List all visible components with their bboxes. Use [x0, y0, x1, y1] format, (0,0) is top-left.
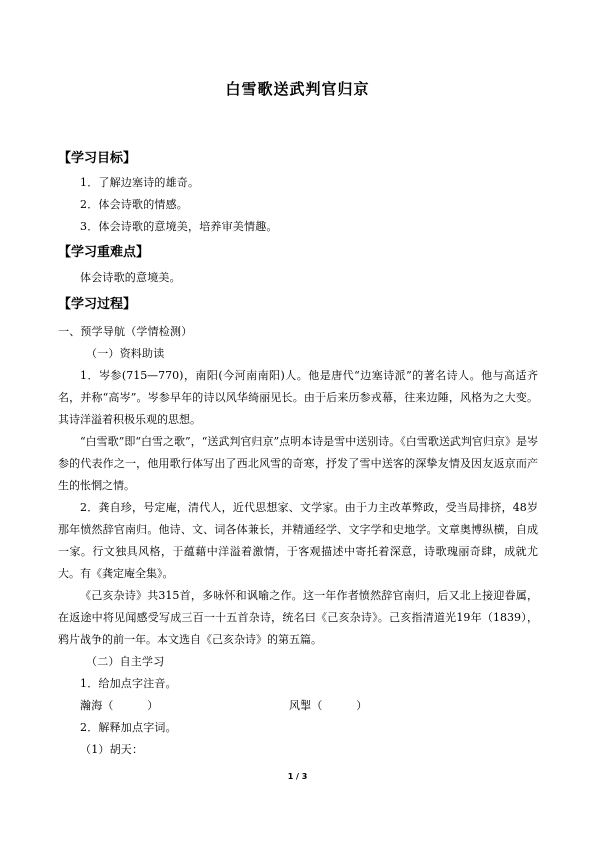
- section-heading-goals: 【学习目标】: [58, 151, 137, 166]
- section-heading-keypoints: 【学习重难点】: [58, 245, 150, 260]
- page-title: 白雪歌送武判官归京: [225, 80, 370, 98]
- goal-item-3: 3．体会诗歌的意境美，培养审美情趣。: [80, 220, 278, 233]
- subheading-self-study: （二）自主学习: [86, 655, 165, 668]
- question-2-1: （1）胡天：: [80, 743, 144, 756]
- blank-fengche: 风掣（ ）: [289, 699, 368, 712]
- goal-item-1: 1．了解边塞诗的雄奇。: [80, 176, 200, 189]
- part-heading-preview: 一、预学导航（学情检测）: [58, 325, 193, 338]
- keypoint-text: 体会诗歌的意境美。: [80, 271, 181, 284]
- question-1: 1．给加点字注音。: [80, 677, 177, 690]
- question-2: 2．解释加点字词。: [80, 721, 177, 734]
- blank-hanhai: 瀚海（ ）: [80, 699, 159, 712]
- paragraph-jihai-zashi: 《己亥杂诗》共315首，多咏怀和讽喻之作。这一年作者愤然辞官南归，后又北上接迎眷属，在返途中将见闻感受写成三百一十五首杂诗，统名曰《己亥杂诗》。己亥指清道光19年（1839），鸦片战争的前一年。本文选自《己亥杂诗》的第五篇。: [58, 589, 538, 646]
- paragraph-gong-zizhen: 2．龚自珍，号定庵，清代人，近代思想家、文学家。由于力主改革弊政，受当局排挤，48岁那年愤然辞官南归。他诗、文、词各体兼长，并精通经学、文字学和史地学。文章奥博纵横，自成一家。行文独具风格，于蕴藉中洋溢着激情，于客观描述中寄托着深意，诗歌瑰丽奇肆，成就尤大。有《龚定庵全集》。: [58, 501, 538, 580]
- page-number: 1 / 3: [287, 772, 308, 781]
- subheading-materials: （一）资料助读: [86, 347, 165, 360]
- goal-item-2: 2．体会诗歌的情感。: [80, 198, 188, 211]
- paragraph-cen-shen: 1．岑参(715—770)，南阳(今河南南阳)人。他是唐代“边塞诗派”的著名诗人。他与高适齐名，并称“高岑”。岑参早年的诗以风华绮丽见长。由于后来历参戎幕，往来边陲，风格为之大变。其诗洋溢着积极乐观的思想。: [58, 369, 538, 426]
- paragraph-baixuege: “白雪歌”即“白雪之歌”，“送武判官归京”点明本诗是雪中送别诗。《白雪歌送武判官归京》是岑参的代表作之一，他用歌行体写出了西北风雪的奇寒，抒发了雪中送客的深挚友情及因友返京而产生的怅惘之情。: [58, 435, 538, 492]
- section-heading-process: 【学习过程】: [58, 297, 137, 312]
